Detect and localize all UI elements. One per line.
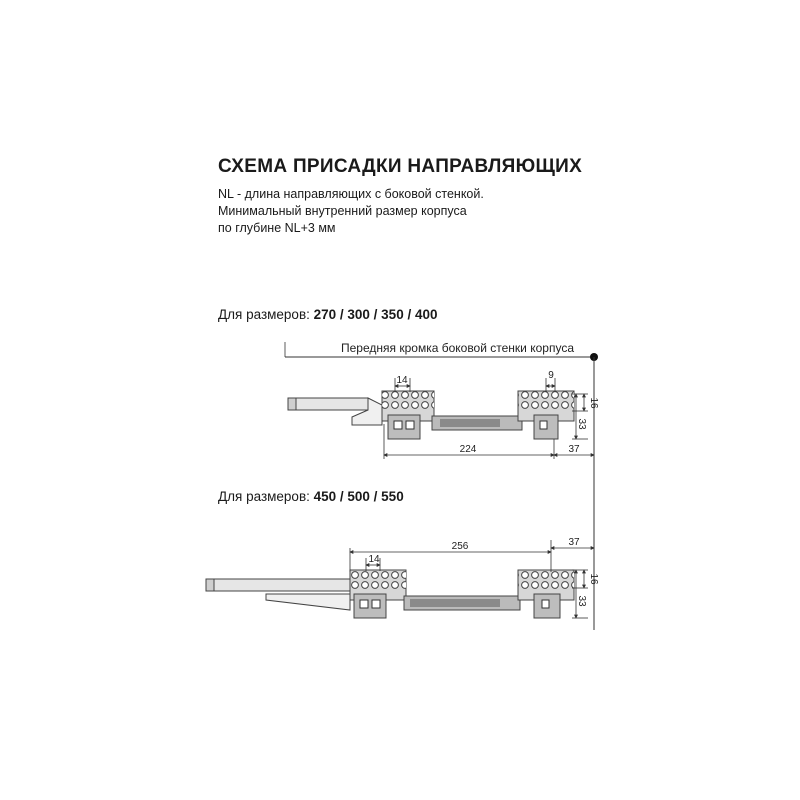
bracket-slot xyxy=(372,600,380,608)
dim-right-gap: 9 xyxy=(548,370,554,381)
dim-height-full: 33 xyxy=(576,595,587,607)
rail-mechanism-inner xyxy=(440,419,500,427)
dim-height-top: 16 xyxy=(588,397,599,409)
mount-holes-right xyxy=(518,570,574,590)
rail-mechanism-inner xyxy=(410,599,500,607)
section-prefix: Для размеров: xyxy=(218,489,314,504)
bracket-left xyxy=(388,415,420,439)
dim-spacing: 224 xyxy=(459,444,477,455)
mount-holes-left xyxy=(350,570,406,590)
dim-offset: 37 xyxy=(568,444,580,455)
rail-front-profile xyxy=(288,398,368,410)
bracket-slot xyxy=(394,421,402,429)
description-line-3: по глубине NL+3 мм xyxy=(218,221,336,235)
dim-height-top: 16 xyxy=(588,573,599,585)
front-edge-label: Передняя кромка боковой стенки корпуса xyxy=(341,341,574,355)
description-line-1: NL - длина направляющих с боковой стенкой. xyxy=(218,187,484,201)
rail-small xyxy=(288,391,574,439)
description-line-2: Минимальный внутренний размер корпуса xyxy=(218,204,467,218)
bracket-left xyxy=(354,594,386,618)
rail-end-cap xyxy=(288,398,296,410)
section-sizes: 450 / 500 / 550 xyxy=(313,489,404,504)
dim-left-gap: 14 xyxy=(368,554,380,565)
rail-large xyxy=(206,570,574,618)
mount-holes-right xyxy=(518,391,574,411)
rail-bend xyxy=(266,594,350,610)
bracket-slot xyxy=(542,600,549,608)
bracket-slot xyxy=(360,600,368,608)
rail-end-cap xyxy=(206,579,214,591)
rail-front-profile xyxy=(206,579,366,591)
bracket-slot xyxy=(406,421,414,429)
section-sizes: 270 / 300 / 350 / 400 xyxy=(313,307,438,322)
dim-left-gap: 14 xyxy=(396,375,408,386)
section-prefix: Для размеров: xyxy=(218,307,314,322)
page-title: СХЕМА ПРИСАДКИ НАПРАВЛЯЮЩИХ xyxy=(218,156,583,177)
dim-offset: 37 xyxy=(568,537,580,548)
mount-holes-left xyxy=(382,391,434,411)
bracket-slot xyxy=(540,421,547,429)
dim-height-full: 33 xyxy=(576,418,587,430)
dim-spacing: 256 xyxy=(451,541,469,552)
